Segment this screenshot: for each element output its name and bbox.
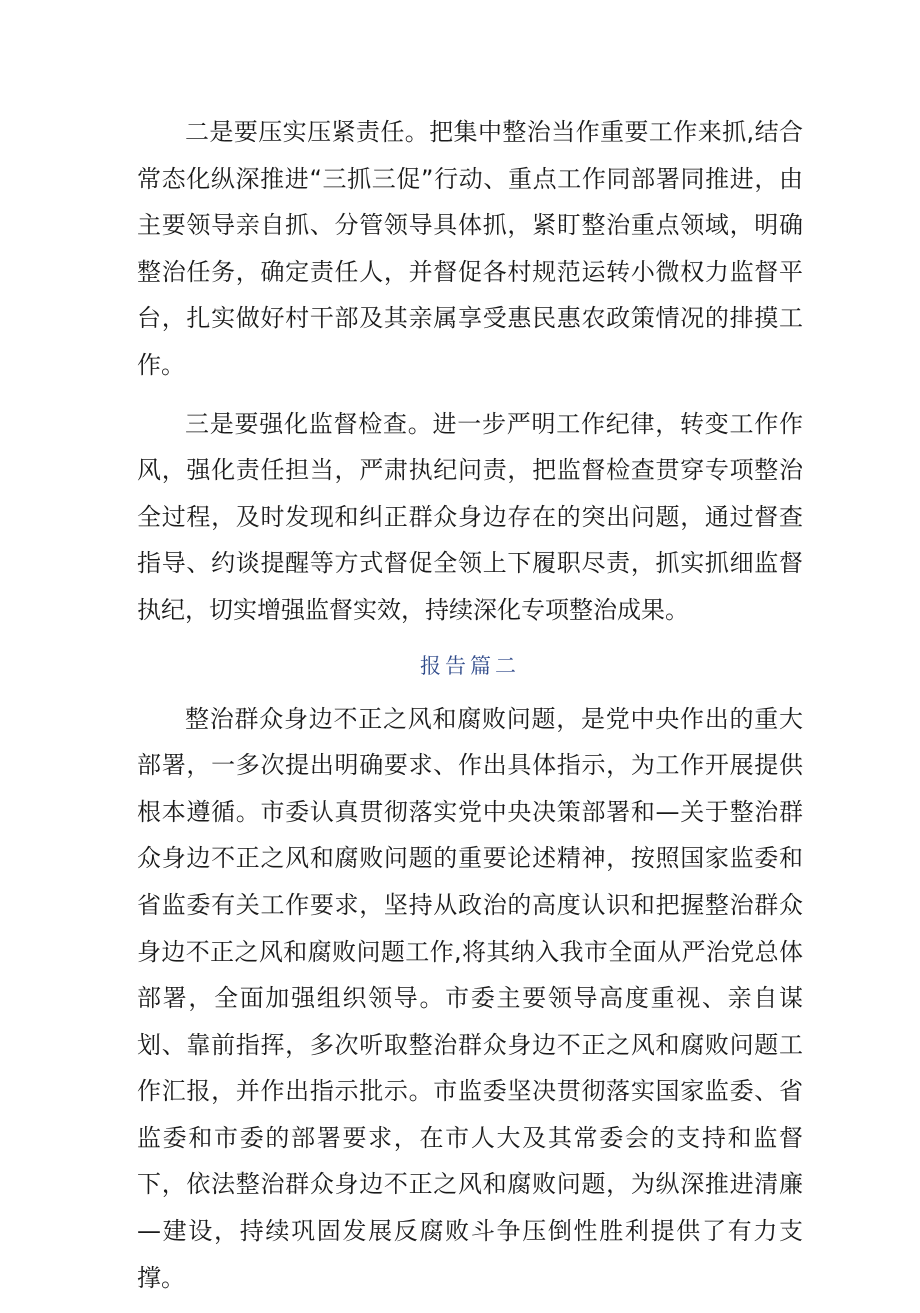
document-body [137, 109, 803, 1313]
paragraph-report-two: 整治群众身边不正之风和腐败问题，是党中央作出的重大部署，一多次提出明确要求、作出具体指示，为工作开展提供根本遵循。市委认真贯彻落实党中央决策部署和—关于整治群众身边不正之风和腐败问题的重要论述精神，按照国家监委和省监委有关工作要求，坚持从政治的高度认识和把握整治群众身边不正之风和腐败问题工作,将其纳入我市全面从严治党总体部署，全面加强组织领导。市委主要领导高度重视、亲自谋划、靠前指挥，多次听取整治群众身边不正之风和腐败问题工作汇报，并作出指示批示。市监委坚决贯彻落实国家监委、省监委和市委的部署要求，在市人大及其常委会的支持和监督下，依法整治群众身边不正之风和腐败问题，为纵深推进清廉—建设，持续巩固发展反腐败斗争压倒性胜利提供了有力支撑。 [137, 704, 803, 1292]
paragraph-supervision: 三是要强化监督检查。进一步严明工作纪律，转变工作作风，强化责任担当，严肃执纪问责，把监督检查贯穿专项整治全过程，及时发现和纠正群众身边存在的突出问题，通过督查指导、约谈提醒等方式督促全领上下履职尽责，抓实抓细监督执纪，切实增强监督实效，持续深化专项整治成果。 [137, 409, 803, 624]
paragraph-responsibility: 二是要压实压紧责任。把集中整治当作重要工作来抓,结合常态化纵深推进“三抓三促”行动、重点工作同部署同推进，由主要领导亲自抓、分管领导具体抓，紧盯整治重点领域，明确整治任务，确定责任人，并督促各村规范运转小微权力监督平台，扎实做好村干部及其亲属享受惠民惠农政策情况的排摸工作。 [137, 118, 803, 379]
section-heading: 报告篇二 [420, 653, 520, 678]
